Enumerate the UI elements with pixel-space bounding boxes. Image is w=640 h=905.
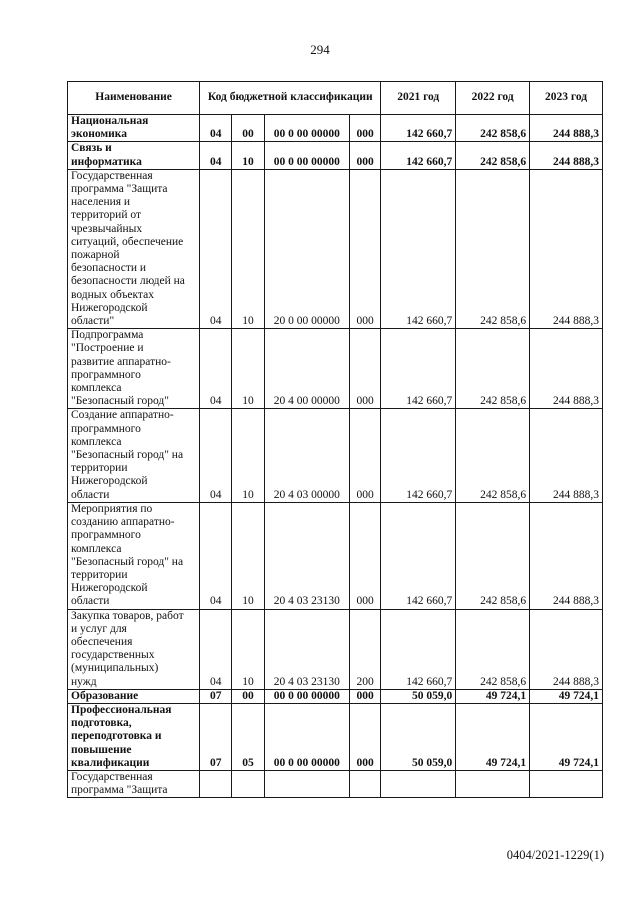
target-article-code: 20 4 03 23130	[264, 502, 349, 609]
target-article-code: 00 0 00 00000	[264, 115, 349, 142]
row-name: Государственная программа "Защита населения и территорий от чрезвычайных ситуаций, обеспечение пожарной безопасности и безопасности людей на водных объектах Нижегородской области"	[68, 169, 200, 328]
amount-2022: 242 858,6	[456, 169, 530, 328]
amount-2023: 244 888,3	[530, 115, 603, 142]
subsection-code: 00	[232, 115, 264, 142]
subsection-code: 10	[232, 609, 264, 689]
section-code: 04	[200, 142, 232, 169]
header-name: Наименование	[68, 82, 200, 115]
amount-2021: 142 660,7	[381, 609, 456, 689]
subsection-code: 10	[232, 169, 264, 328]
row-name: Национальная экономика	[68, 115, 200, 142]
amount-2022: 49 724,1	[456, 689, 530, 703]
expense-type-code: 000	[350, 329, 381, 409]
target-article-code: 00 0 00 00000	[264, 142, 349, 169]
target-article-code: 00 0 00 00000	[264, 689, 349, 703]
subsection-code: 10	[232, 142, 264, 169]
amount-2021: 142 660,7	[381, 409, 456, 502]
amount-2022: 49 724,1	[456, 703, 530, 770]
amount-2021: 50 059,0	[381, 703, 456, 770]
expense-type-code: 000	[350, 689, 381, 703]
expense-type-code: 000	[350, 502, 381, 609]
amount-2021	[381, 770, 456, 797]
amount-2022: 242 858,6	[456, 329, 530, 409]
budget-table	[67, 81, 603, 798]
subsection-code: 10	[232, 329, 264, 409]
table-row	[68, 770, 603, 797]
amount-2021: 142 660,7	[381, 142, 456, 169]
row-name: Создание аппаратно- программного комплекса "Безопасный город" на территории Нижегородской области	[68, 409, 200, 502]
amount-2022	[456, 770, 530, 797]
target-article-code: 20 4 03 00000	[264, 409, 349, 502]
header-2021: 2021 год	[381, 82, 456, 115]
amount-2023: 244 888,3	[530, 169, 603, 328]
amount-2023: 244 888,3	[530, 142, 603, 169]
subsection-code: 10	[232, 409, 264, 502]
amount-2023: 244 888,3	[530, 502, 603, 609]
table-row	[68, 409, 603, 502]
amount-2023: 49 724,1	[530, 703, 603, 770]
amount-2022: 242 858,6	[456, 142, 530, 169]
section-code: 07	[200, 703, 232, 770]
section-code: 04	[200, 409, 232, 502]
amount-2022: 242 858,6	[456, 409, 530, 502]
section-code: 04	[200, 169, 232, 328]
table-row	[68, 142, 603, 169]
amount-2022: 242 858,6	[456, 115, 530, 142]
target-article-code: 20 4 00 00000	[264, 329, 349, 409]
expense-type-code: 200	[350, 609, 381, 689]
expense-type-code: 000	[350, 409, 381, 502]
amount-2022: 242 858,6	[456, 502, 530, 609]
table-header-row	[68, 82, 603, 115]
amount-2022: 242 858,6	[456, 609, 530, 689]
subsection-code	[232, 770, 264, 797]
row-name: Образование	[68, 689, 200, 703]
target-article-code	[264, 770, 349, 797]
expense-type-code: 000	[350, 115, 381, 142]
row-name: Государственная программа "Защита	[68, 770, 200, 797]
target-article-code: 00 0 00 00000	[264, 703, 349, 770]
header-code: Код бюджетной классификации	[200, 82, 381, 115]
table-row	[68, 689, 603, 703]
section-code: 04	[200, 329, 232, 409]
row-name: Связь и информатика	[68, 142, 200, 169]
expense-type-code: 000	[350, 703, 381, 770]
row-name: Закупка товаров, работ и услуг для обеспечения государственных (муниципальных) нужд	[68, 609, 200, 689]
header-2023: 2023 год	[530, 82, 603, 115]
amount-2021: 142 660,7	[381, 502, 456, 609]
section-code: 04	[200, 115, 232, 142]
amount-2021: 142 660,7	[381, 115, 456, 142]
expense-type-code: 000	[350, 142, 381, 169]
subsection-code: 10	[232, 502, 264, 609]
target-article-code: 20 4 03 23130	[264, 609, 349, 689]
header-2022: 2022 год	[456, 82, 530, 115]
section-code: 07	[200, 689, 232, 703]
row-name: Мероприятия по созданию аппаратно- программного комплекса "Безопасный город" на территории Нижегородской области	[68, 502, 200, 609]
section-code: 04	[200, 609, 232, 689]
page-number: 294	[310, 42, 330, 57]
table-row	[68, 502, 603, 609]
subsection-code: 00	[232, 689, 264, 703]
amount-2023	[530, 770, 603, 797]
subsection-code: 05	[232, 703, 264, 770]
expense-type-code	[350, 770, 381, 797]
expense-type-code: 000	[350, 169, 381, 328]
table-row	[68, 115, 603, 142]
document-code: 0404/2021-1229(1)	[506, 848, 604, 862]
table-row	[68, 169, 603, 328]
amount-2023: 244 888,3	[530, 409, 603, 502]
amount-2023: 244 888,3	[530, 329, 603, 409]
amount-2023: 49 724,1	[530, 689, 603, 703]
section-code: 04	[200, 502, 232, 609]
amount-2021: 142 660,7	[381, 169, 456, 328]
amount-2021: 50 059,0	[381, 689, 456, 703]
row-name: Подпрограмма "Построение и развитие аппаратно- программного комплекса "Безопасный город"	[68, 329, 200, 409]
table-row	[68, 609, 603, 689]
row-name: Профессиональная подготовка, переподготовка и повышение квалификации	[68, 703, 200, 770]
amount-2023: 244 888,3	[530, 609, 603, 689]
target-article-code: 20 0 00 00000	[264, 169, 349, 328]
amount-2021: 142 660,7	[381, 329, 456, 409]
section-code	[200, 770, 232, 797]
table-row	[68, 329, 603, 409]
table-row	[68, 703, 603, 770]
